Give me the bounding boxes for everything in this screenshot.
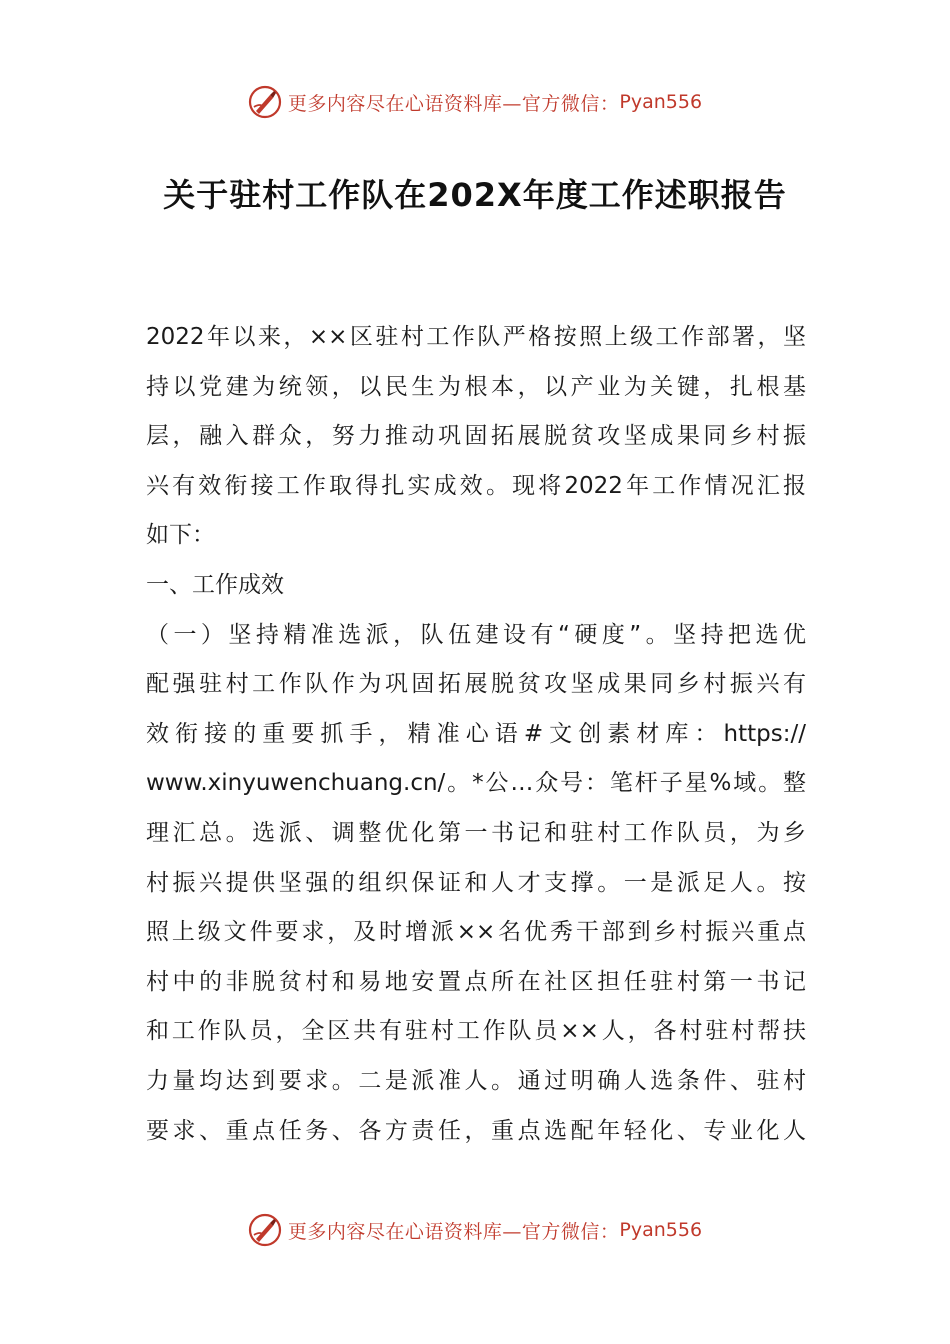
body-line: 要求、重点任务、各方责任，重点选配年轻化、专业化人	[146, 1117, 806, 1144]
body-line: 兴有效衔接工作取得扎实成效。现将2022年工作情况汇报	[146, 472, 806, 499]
footer-banner	[0, 1210, 950, 1250]
document-body	[146, 313, 806, 1156]
body-line: 如下：	[146, 522, 215, 549]
banner-text: 更多内容尽在心语资料库—官方微信：	[287, 92, 620, 115]
body-line: 2022年以来，××区驻村工作队严格按照上级工作部署，坚	[146, 324, 806, 350]
body-line: 配强驻村工作队作为巩固拓展脱贫攻坚成果同乡村振兴有	[146, 671, 806, 698]
banner-wechat-id: Pyan556	[619, 1219, 703, 1241]
banner-wechat-id: Pyan556	[619, 91, 703, 113]
body-line: 照上级文件要求，及时增派××名优秀干部到乡村振兴重点	[146, 919, 806, 946]
body-line: 效衔接的重要抓手，精准心语#文创素材库：https://	[146, 720, 806, 747]
banner-text: 更多内容尽在心语资料库—官方微信：	[287, 1220, 620, 1243]
body-line: 村中的非脱贫村和易地安置点所在社区担任驻村第一书记	[146, 968, 806, 995]
section-heading: 一、工作成效	[146, 571, 284, 598]
body-line: （一）坚持精准选派，队伍建设有“硬度”。坚持把选优	[146, 621, 806, 648]
body-line: 层，融入群众，努力推动巩固拓展脱贫攻坚成果同乡村振	[146, 423, 806, 450]
body-line: 力量均达到要求。二是派准人。通过明确人选条件、驻村	[146, 1067, 806, 1094]
body-line: 和工作队员，全区共有驻村工作队员××人，各村驻村帮扶	[146, 1018, 806, 1045]
pen-logo-icon	[248, 85, 282, 119]
pen-logo-icon	[248, 1213, 282, 1247]
body-line: 理汇总。选派、调整优化第一书记和驻村工作队员，为乡	[146, 819, 806, 846]
header-banner	[0, 82, 950, 122]
body-line: 村振兴提供坚强的组织保证和人才支撑。一是派足人。按	[146, 869, 806, 896]
document-title: 关于驻村工作队在202X年度工作述职报告	[163, 176, 787, 214]
body-line: www.xinyuwenchuang.cn/。*公…众号：笔杆子星%域。整	[146, 770, 806, 797]
body-line: 持以党建为统领，以民生为根本，以产业为关键，扎根基	[146, 373, 806, 400]
